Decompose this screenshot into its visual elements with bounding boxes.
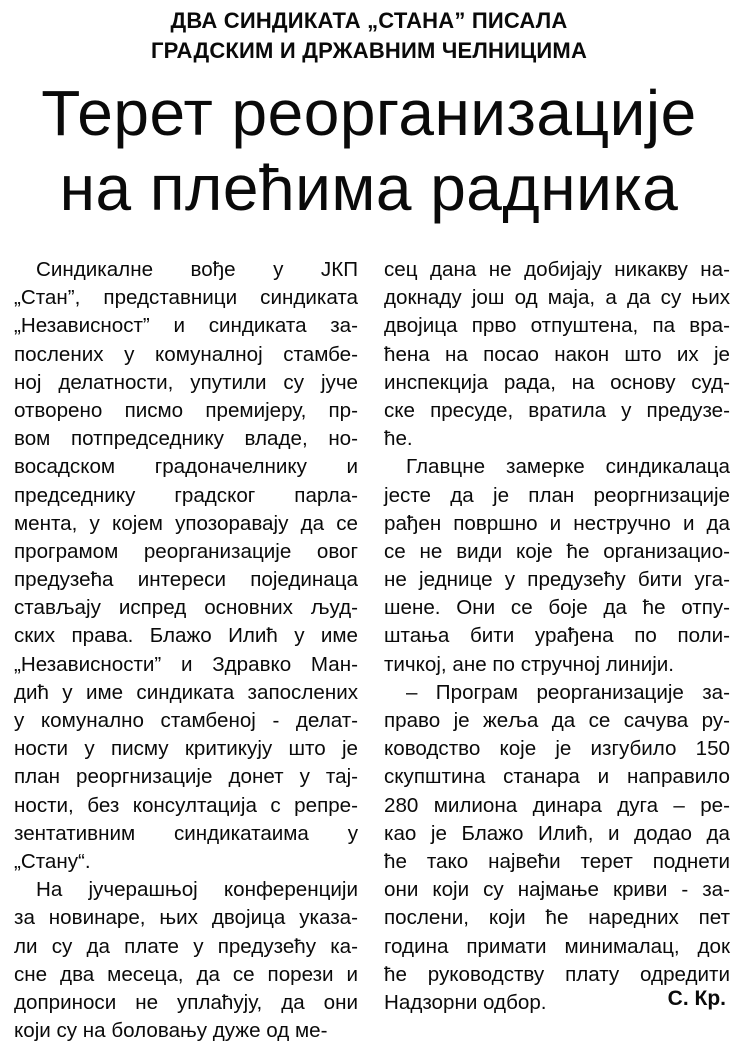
kicker-line-2: ГРАДСКИМ И ДРЖАВНИМ ЧЕЛНИЦИМА bbox=[150, 38, 588, 63]
text-line: инспекција рада, на основу суд- bbox=[384, 370, 730, 394]
text-line: докнаду још од маја, а да су њих bbox=[384, 286, 730, 310]
text-line: – Програм реорганизације за- bbox=[406, 680, 730, 704]
text-line: „Независност” и синдиката за- bbox=[14, 314, 358, 338]
author-signature: С. Кр. bbox=[667, 987, 726, 1010]
text-line: право је жеља да се сачува ру- bbox=[384, 709, 730, 732]
text-line: „Независности” и Здравко Ман- bbox=[14, 652, 358, 676]
text-line: ске пресуде, вратила у предузе- bbox=[384, 398, 730, 422]
text-line: план реоргнизације донет у тај- bbox=[14, 765, 358, 789]
text-line: предузећа интереси појединаца bbox=[14, 568, 358, 592]
text-line: као је Блажо Илић, и додао да bbox=[384, 821, 730, 845]
text-line: ће. bbox=[384, 427, 413, 451]
text-line: ности у писму критикују што је bbox=[14, 737, 358, 761]
text-line: стављају испред основних људ- bbox=[14, 596, 358, 620]
text-line: двојица прво отпуштена, па вра- bbox=[384, 314, 730, 338]
text-line: Главцне замерке синдикалаца bbox=[406, 455, 730, 479]
text-line: Надзорни одбор. bbox=[384, 990, 547, 1014]
text-line: вом потпредседнику владе, но- bbox=[14, 427, 358, 451]
text-line: доприноси не уплаћују, да они bbox=[14, 990, 358, 1014]
text-line: штања бити урађена по поли- bbox=[384, 624, 730, 648]
text-line: ћена на посао након што их је bbox=[384, 342, 730, 366]
text-line: за новинаре, њих двојица указа- bbox=[14, 906, 358, 930]
text-line: 280 милиона динара дуга – ре- bbox=[384, 793, 730, 817]
text-line: „Стан”, представници синдиката bbox=[14, 286, 358, 310]
text-line: ће тако највећи терет поднети bbox=[384, 849, 730, 873]
text-line: „Стану“. bbox=[14, 849, 91, 873]
text-line: председнику градског парла- bbox=[14, 483, 358, 507]
headline bbox=[0, 76, 738, 226]
text-line: у комунално стамбеној - делат- bbox=[14, 709, 358, 732]
text-line: не једнице у предузећу бити уга- bbox=[384, 568, 730, 592]
text-line: На јучерашњој конференцији bbox=[36, 878, 358, 902]
right-column bbox=[384, 256, 730, 1017]
text-line: ских права. Блажо Илић у име bbox=[14, 624, 358, 648]
text-line: ној делатности, упутили су јуче bbox=[14, 370, 358, 394]
headline-line-1: Терет реорганизације bbox=[41, 77, 697, 149]
text-line: ли су да плате у предузећу ка- bbox=[14, 934, 358, 958]
kicker-line-1: ДВА СИНДИКАТА „СТАНА” ПИСАЛА bbox=[170, 8, 568, 33]
text-line: шене. Они се боје да ће отпу- bbox=[384, 596, 730, 620]
text-line: сне два месеца, да се порези и bbox=[14, 962, 358, 986]
text-line: отворено писмо премијеру, пр- bbox=[14, 398, 358, 422]
text-line: се не види које ће организацио- bbox=[384, 539, 730, 563]
headline-line-2: на плећима радника bbox=[59, 152, 679, 224]
text-line: рађен површно и нестручно и да bbox=[384, 511, 730, 535]
text-line: јесте да је план реоргнизације bbox=[384, 483, 730, 507]
text-line: дић у име синдиката запослених bbox=[14, 680, 358, 704]
text-line: Синдикалне вође у ЈКП bbox=[36, 258, 358, 281]
kicker bbox=[0, 6, 738, 66]
text-line: ности, без консултација с репре- bbox=[14, 793, 358, 817]
text-line: година примати минималац, док bbox=[384, 934, 730, 958]
text-line: ководство које је изгубило 150 bbox=[384, 737, 730, 761]
text-line: они који су најмање криви - за- bbox=[384, 878, 730, 902]
text-line: восадском градоначелнику и bbox=[14, 455, 358, 479]
text-line: послени, који ће наредних пет bbox=[384, 906, 730, 930]
text-line: скупштина станара и направило bbox=[384, 765, 730, 789]
left-column bbox=[14, 256, 358, 1045]
text-line: мента, у којем упозоравају да се bbox=[14, 511, 358, 535]
text-line: тичкој, ане по стручној линији. bbox=[384, 652, 675, 676]
text-line: програмом реорганизације овог bbox=[14, 539, 358, 563]
text-line: ће руководству плату одредити bbox=[384, 962, 730, 986]
text-line: послених у комуналној стамбе- bbox=[14, 342, 358, 366]
text-line: сец дана не добијају никакву на- bbox=[384, 258, 730, 281]
text-line: који су на боловању дуже од ме- bbox=[14, 1019, 328, 1043]
text-line: зентативним синдикатаима у bbox=[14, 821, 358, 845]
